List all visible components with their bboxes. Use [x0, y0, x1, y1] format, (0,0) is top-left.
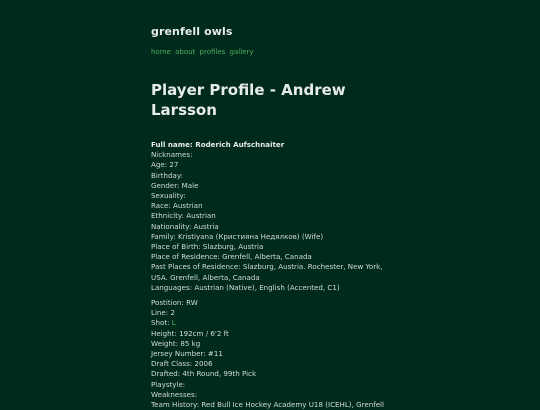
profile-field-position: Postition: RW [151, 298, 198, 307]
profile-field-languages: Languages: Austrian (Native), English (Accented, C1) [151, 282, 340, 292]
profile-field-drafted: Drafted: 4th Round, 99th Pick [151, 369, 257, 379]
profile-field-height: Height: 192cm / 6'2 ft [151, 328, 229, 338]
profile-field-sexuality: Sexuality: [151, 191, 186, 201]
hockey-info-block [151, 298, 391, 410]
profile-field-playstyle: Playstyle: [151, 379, 186, 389]
profile-field-line: Line: 2 [151, 308, 175, 318]
profile-field-race: Race: Austrian [151, 201, 203, 211]
profile-field-weight: Weight: 85 kg [151, 338, 201, 348]
page-title: Player Profile - Andrew Larsson [151, 81, 346, 119]
profile-field-team-history: Team History: Red Bull Ice Hockey Academy U18 (ICEHL), Grenfell [151, 400, 384, 410]
profile-field-draft-class: Draft Class: 2006 [151, 359, 213, 369]
profile-field-nationality: Nationality: Austria [151, 221, 219, 231]
profile-field-family: Family: Kristiyana (Кристияна Недялков) (Wife) [151, 231, 324, 241]
profile-field-full-name: Full name: Roderich Aufschnaiter [151, 140, 285, 149]
profile-field-shot: Shot: L [151, 318, 176, 328]
profile-field-gender: Gender: Male [151, 180, 199, 190]
main-nav [151, 48, 255, 56]
profile-field-ethnicity: Ethnicity: Austrian [151, 211, 216, 221]
site-title[interactable]: grenfell owls [151, 25, 233, 38]
profile-field-place-of-birth: Place of Birth: Slazburg, Austria [151, 242, 264, 252]
nav-link-profiles[interactable]: profiles [199, 48, 226, 56]
profile-field-weaknesses: Weaknesses: [151, 389, 198, 399]
profile-field-birthday: Birthday: [151, 170, 183, 180]
personal-info-block [151, 140, 391, 293]
profile-field-age: Age: 27 [151, 160, 179, 170]
profile-field-nicknames: Nicknames: [151, 150, 193, 160]
profile-field-place-of-residence: Place of Residence: Grenfell, Alberta, Canada [151, 252, 312, 262]
profile-field-past-residence: Past Places of Residence: Slazburg, Austria. Rochester, New York, USA. Grenfell, Alberta, Canada [151, 262, 383, 282]
nav-link-home[interactable]: home [151, 48, 171, 56]
profile-field-jersey-number: Jersey Number: #11 [151, 349, 223, 359]
nav-link-about[interactable]: about [175, 48, 196, 56]
nav-link-gallery[interactable]: gallery [229, 48, 254, 56]
